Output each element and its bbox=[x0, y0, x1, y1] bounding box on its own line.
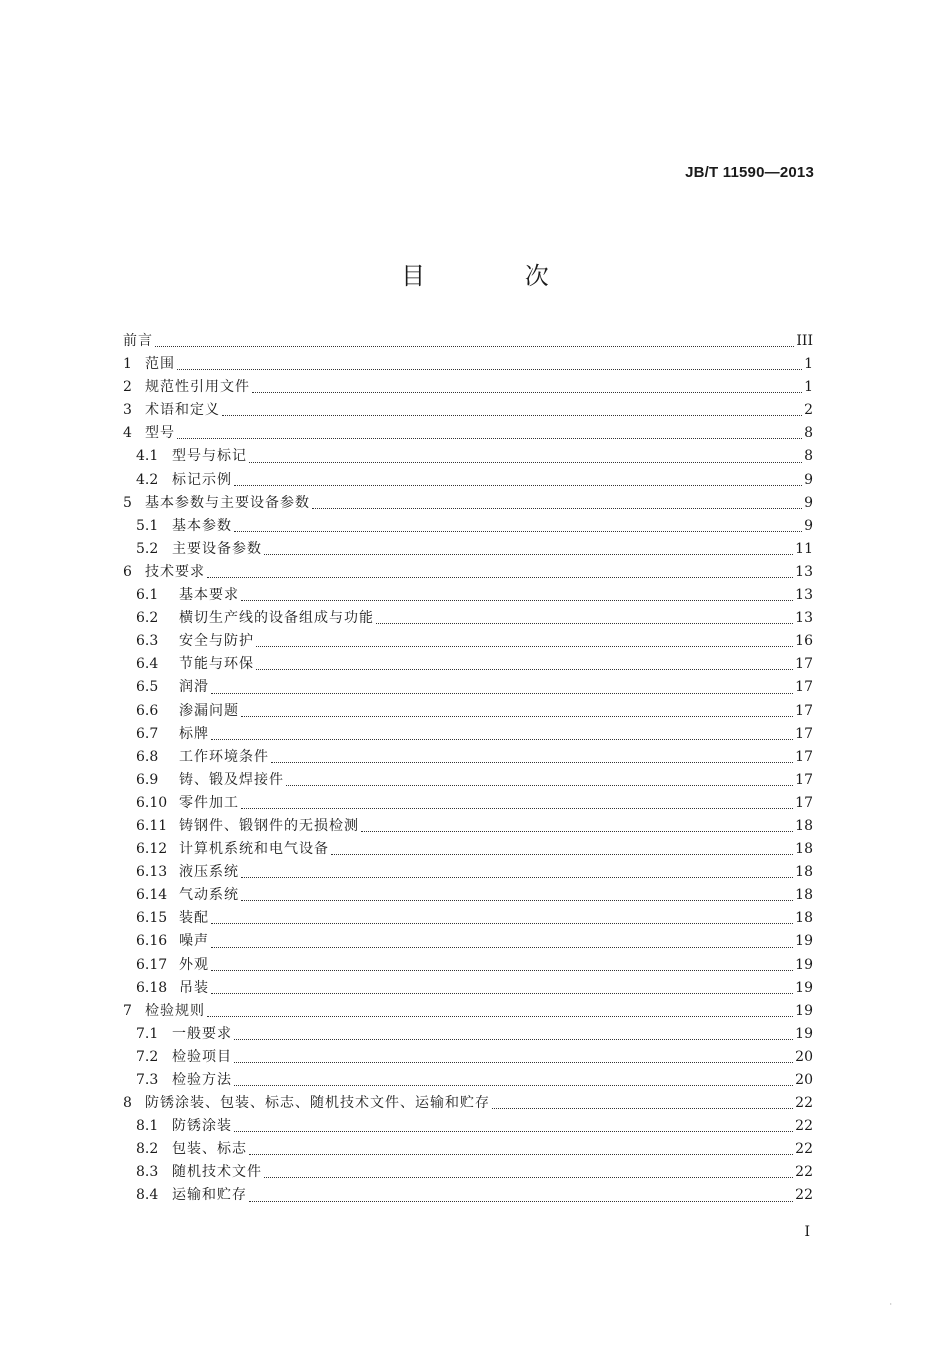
toc-entry-page: 20 bbox=[795, 1048, 813, 1065]
toc-entry[interactable] bbox=[123, 792, 813, 815]
page-number: I bbox=[804, 1224, 810, 1240]
toc-entry-number: 7.1 bbox=[136, 1025, 159, 1042]
toc-entry-page: 19 bbox=[795, 933, 813, 950]
toc-entry[interactable] bbox=[123, 515, 813, 538]
toc-entry-title: 基本参数与主要设备参数 bbox=[145, 494, 310, 511]
toc-entry-page: 22 bbox=[795, 1164, 813, 1181]
toc-entry[interactable] bbox=[123, 884, 813, 907]
toc-entry[interactable] bbox=[123, 630, 813, 653]
toc-entry-number: 7.2 bbox=[136, 1048, 159, 1065]
toc-entry-title: 运输和贮存 bbox=[172, 1187, 247, 1204]
toc-entry[interactable] bbox=[123, 399, 813, 422]
toc-entry-page: 13 bbox=[795, 563, 813, 580]
toc-entry[interactable] bbox=[123, 1023, 813, 1046]
toc-entry-number: 8.2 bbox=[136, 1141, 159, 1158]
toc-entry-number: 6.8 bbox=[136, 748, 159, 765]
toc-leader-dots bbox=[211, 909, 793, 924]
toc-entry-title: 横切生产线的设备组成与功能 bbox=[179, 610, 374, 627]
toc-entry-number: 8.3 bbox=[136, 1164, 159, 1181]
toc-leader-dots bbox=[241, 586, 793, 601]
toc-entry-number: 6.9 bbox=[136, 771, 159, 788]
toc-entry-title: 规范性引用文件 bbox=[145, 379, 250, 396]
toc-entry-title: 安全与防护 bbox=[179, 633, 254, 650]
toc-entry[interactable] bbox=[123, 1000, 813, 1023]
toc-entry[interactable] bbox=[123, 1138, 813, 1161]
toc-entry-page: 19 bbox=[795, 956, 813, 973]
toc-leader-dots bbox=[241, 702, 793, 717]
toc-entry-number: 4 bbox=[123, 425, 132, 442]
toc-entry-page: 22 bbox=[795, 1141, 813, 1158]
toc-entry-page: III bbox=[796, 333, 813, 349]
toc-entry-number: 8.4 bbox=[136, 1187, 159, 1204]
toc-leader-dots bbox=[286, 771, 793, 786]
toc-entry-number: 6.7 bbox=[136, 725, 159, 742]
toc-entry-title: 液压系统 bbox=[179, 864, 239, 881]
toc-entry-number: 5 bbox=[123, 494, 132, 511]
toc-entry-number: 7.3 bbox=[136, 1072, 159, 1088]
toc-entry-title: 术语和定义 bbox=[145, 402, 220, 419]
toc-entry-title: 一般要求 bbox=[172, 1025, 232, 1042]
toc-entry-page: 9 bbox=[804, 494, 813, 511]
toc-entry-title: 工作环境条件 bbox=[179, 748, 269, 765]
toc-leader-dots bbox=[234, 517, 802, 532]
page-title: 目 次 bbox=[401, 262, 595, 290]
toc-entry-number: 6.14 bbox=[136, 887, 168, 904]
toc-leader-dots bbox=[207, 563, 793, 578]
toc-entry-page: 18 bbox=[795, 817, 813, 834]
toc-entry-title: 标记示例 bbox=[172, 471, 232, 488]
table-of-contents bbox=[123, 330, 813, 1208]
toc-entry-number: 6.5 bbox=[136, 679, 159, 696]
toc-leader-dots bbox=[241, 863, 793, 878]
toc-entry-title: 前言 bbox=[123, 333, 153, 349]
toc-entry-page: 1 bbox=[804, 356, 813, 373]
toc-leader-dots bbox=[211, 979, 793, 994]
toc-entry-page: 9 bbox=[804, 517, 813, 534]
toc-entry-number: 6.1 bbox=[136, 587, 159, 604]
toc-entry-number: 4.2 bbox=[136, 471, 159, 488]
toc-entry-number: 3 bbox=[123, 402, 132, 419]
toc-leader-dots bbox=[271, 748, 793, 763]
toc-entry-title: 装配 bbox=[179, 910, 209, 927]
toc-entry[interactable] bbox=[123, 330, 813, 353]
toc-entry[interactable] bbox=[123, 977, 813, 1000]
toc-leader-dots bbox=[249, 448, 802, 463]
toc-entry-page: 8 bbox=[804, 425, 813, 442]
toc-entry-number: 6.16 bbox=[136, 933, 168, 950]
toc-leader-dots bbox=[492, 1094, 793, 1109]
toc-entry-page: 19 bbox=[795, 1002, 813, 1019]
toc-entry-page: 8 bbox=[804, 448, 813, 465]
toc-leader-dots bbox=[264, 540, 793, 555]
toc-entry-number: 6.10 bbox=[136, 794, 168, 811]
toc-entry-title: 噪声 bbox=[179, 933, 209, 950]
toc-entry-title: 型号 bbox=[145, 425, 175, 442]
toc-leader-dots bbox=[234, 471, 802, 486]
toc-entry-number: 6.4 bbox=[136, 656, 159, 673]
scan-mark: · bbox=[889, 1300, 892, 1309]
toc-entry[interactable] bbox=[123, 492, 813, 515]
toc-entry[interactable] bbox=[123, 353, 813, 376]
toc-entry[interactable] bbox=[123, 422, 813, 445]
toc-entry[interactable] bbox=[123, 1046, 813, 1069]
toc-entry-page: 18 bbox=[795, 910, 813, 927]
toc-entry-title: 主要设备参数 bbox=[172, 540, 262, 557]
toc-entry-page: 18 bbox=[795, 841, 813, 858]
toc-entry-page: 11 bbox=[795, 540, 813, 557]
toc-entry[interactable] bbox=[123, 1092, 813, 1115]
toc-entry[interactable] bbox=[123, 584, 813, 607]
toc-entry-title: 气动系统 bbox=[179, 887, 239, 904]
toc-entry-title: 包装、标志 bbox=[172, 1141, 247, 1158]
toc-leader-dots bbox=[234, 1025, 793, 1040]
toc-entry-title: 防锈涂装、包装、标志、随机技术文件、运输和贮存 bbox=[145, 1095, 490, 1112]
toc-leader-dots bbox=[256, 655, 793, 670]
toc-entry[interactable] bbox=[123, 1069, 813, 1092]
toc-leader-dots bbox=[222, 401, 802, 416]
toc-leader-dots bbox=[211, 956, 793, 971]
toc-entry[interactable] bbox=[123, 469, 813, 492]
toc-entry-number: 5.2 bbox=[136, 540, 159, 557]
toc-entry-title: 标牌 bbox=[179, 725, 209, 742]
toc-entry-title: 润滑 bbox=[179, 679, 209, 696]
toc-entry-number: 6.11 bbox=[136, 817, 168, 834]
toc-entry-page: 17 bbox=[795, 794, 813, 811]
toc-entry-number: 6.3 bbox=[136, 633, 159, 650]
toc-entry-title: 检验方法 bbox=[172, 1072, 232, 1088]
toc-entry-number: 6.13 bbox=[136, 864, 168, 881]
toc-leader-dots bbox=[211, 725, 793, 740]
toc-entry-page: 17 bbox=[795, 679, 813, 696]
toc-entry-title: 检验规则 bbox=[145, 1002, 205, 1019]
toc-leader-dots bbox=[256, 632, 793, 647]
toc-entry-number: 2 bbox=[123, 379, 132, 396]
toc-leader-dots bbox=[264, 1163, 793, 1178]
toc-entry-title: 零件加工 bbox=[179, 794, 239, 811]
toc-leader-dots bbox=[177, 424, 802, 439]
toc-entry-title: 防锈涂装 bbox=[172, 1118, 232, 1135]
toc-leader-dots bbox=[211, 679, 793, 694]
toc-entry-number: 8.1 bbox=[136, 1118, 159, 1135]
toc-entry[interactable] bbox=[123, 930, 813, 953]
toc-entry[interactable] bbox=[123, 538, 813, 561]
toc-entry[interactable] bbox=[123, 561, 813, 584]
toc-leader-dots bbox=[211, 933, 793, 948]
toc-entry[interactable] bbox=[123, 723, 813, 746]
toc-entry[interactable] bbox=[123, 607, 813, 630]
toc-entry-page: 16 bbox=[795, 633, 813, 650]
toc-entry-title: 铸钢件、锻钢件的无损检测 bbox=[179, 817, 359, 834]
toc-entry[interactable] bbox=[123, 445, 813, 468]
toc-entry[interactable] bbox=[123, 954, 813, 977]
toc-leader-dots bbox=[207, 1002, 793, 1017]
toc-leader-dots bbox=[249, 1140, 793, 1155]
toc-leader-dots bbox=[241, 886, 793, 901]
toc-entry-title: 渗漏问题 bbox=[179, 702, 239, 719]
toc-entry-title: 技术要求 bbox=[145, 563, 205, 580]
toc-entry[interactable] bbox=[123, 1115, 813, 1138]
toc-entry[interactable] bbox=[123, 676, 813, 699]
toc-leader-dots bbox=[155, 332, 794, 347]
toc-entry-page: 22 bbox=[795, 1095, 813, 1112]
toc-entry-page: 19 bbox=[795, 979, 813, 996]
toc-entry-page: 17 bbox=[795, 656, 813, 673]
toc-entry-page: 13 bbox=[795, 587, 813, 604]
toc-entry[interactable] bbox=[123, 907, 813, 930]
toc-entry-page: 13 bbox=[795, 610, 813, 627]
toc-leader-dots bbox=[249, 1187, 793, 1202]
toc-entry-page: 18 bbox=[795, 864, 813, 881]
toc-entry[interactable] bbox=[123, 376, 813, 399]
toc-entry-number: 6.18 bbox=[136, 979, 168, 996]
toc-entry-page: 17 bbox=[795, 702, 813, 719]
toc-leader-dots bbox=[177, 355, 802, 370]
toc-entry-number: 6 bbox=[123, 563, 132, 580]
toc-entry-page: 2 bbox=[804, 402, 813, 419]
standard-code: JB/T 11590—2013 bbox=[685, 164, 814, 181]
toc-entry-page: 1 bbox=[804, 379, 813, 396]
toc-entry[interactable] bbox=[123, 700, 813, 723]
toc-entry-page: 19 bbox=[795, 1025, 813, 1042]
toc-leader-dots bbox=[234, 1048, 793, 1063]
toc-leader-dots bbox=[241, 794, 793, 809]
toc-entry-page: 22 bbox=[795, 1118, 813, 1135]
toc-leader-dots bbox=[234, 1071, 793, 1086]
toc-entry-number: 6.2 bbox=[136, 610, 159, 627]
toc-entry[interactable] bbox=[123, 861, 813, 884]
toc-entry-page: 17 bbox=[795, 748, 813, 765]
toc-entry-number: 6.17 bbox=[136, 956, 168, 973]
toc-entry-number: 6.6 bbox=[136, 702, 159, 719]
toc-entry-number: 6.15 bbox=[136, 910, 168, 927]
toc-entry[interactable] bbox=[123, 653, 813, 676]
toc-entry-title: 检验项目 bbox=[172, 1048, 232, 1065]
toc-entry-number: 4.1 bbox=[136, 448, 159, 465]
toc-leader-dots bbox=[234, 1117, 793, 1132]
toc-entry[interactable] bbox=[123, 838, 813, 861]
toc-entry-title: 基本参数 bbox=[172, 517, 232, 534]
toc-entry-page: 18 bbox=[795, 887, 813, 904]
toc-entry-title: 外观 bbox=[179, 956, 209, 973]
toc-entry[interactable] bbox=[123, 815, 813, 838]
toc-entry-page: 9 bbox=[804, 471, 813, 488]
toc-entry-page: 17 bbox=[795, 725, 813, 742]
toc-entry-number: 1 bbox=[123, 356, 132, 373]
toc-entry-title: 型号与标记 bbox=[172, 448, 247, 465]
toc-leader-dots bbox=[376, 609, 793, 624]
toc-leader-dots bbox=[331, 840, 793, 855]
toc-entry-title: 计算机系统和电气设备 bbox=[179, 841, 329, 858]
toc-entry-page: 20 bbox=[795, 1072, 813, 1088]
toc-entry-number: 5.1 bbox=[136, 517, 159, 534]
toc-entry-page: 22 bbox=[795, 1187, 813, 1204]
toc-entry[interactable] bbox=[123, 769, 813, 792]
toc-entry-number: 7 bbox=[123, 1002, 132, 1019]
toc-entry-title: 基本要求 bbox=[179, 587, 239, 604]
toc-entry-title: 铸、锻及焊接件 bbox=[179, 771, 284, 788]
toc-leader-dots bbox=[361, 817, 793, 832]
toc-entry-number: 6.12 bbox=[136, 841, 168, 858]
toc-entry-title: 吊装 bbox=[179, 979, 209, 996]
toc-entry-title: 随机技术文件 bbox=[172, 1164, 262, 1181]
toc-entry-title: 范围 bbox=[145, 356, 175, 373]
toc-entry-page: 17 bbox=[795, 771, 813, 788]
toc-leader-dots bbox=[312, 494, 802, 509]
toc-leader-dots bbox=[252, 378, 802, 393]
toc-entry[interactable] bbox=[123, 746, 813, 769]
toc-entry[interactable] bbox=[123, 1161, 813, 1184]
toc-entry-number: 8 bbox=[123, 1095, 132, 1112]
toc-entry[interactable] bbox=[123, 1184, 813, 1207]
toc-entry-title: 节能与环保 bbox=[179, 656, 254, 673]
